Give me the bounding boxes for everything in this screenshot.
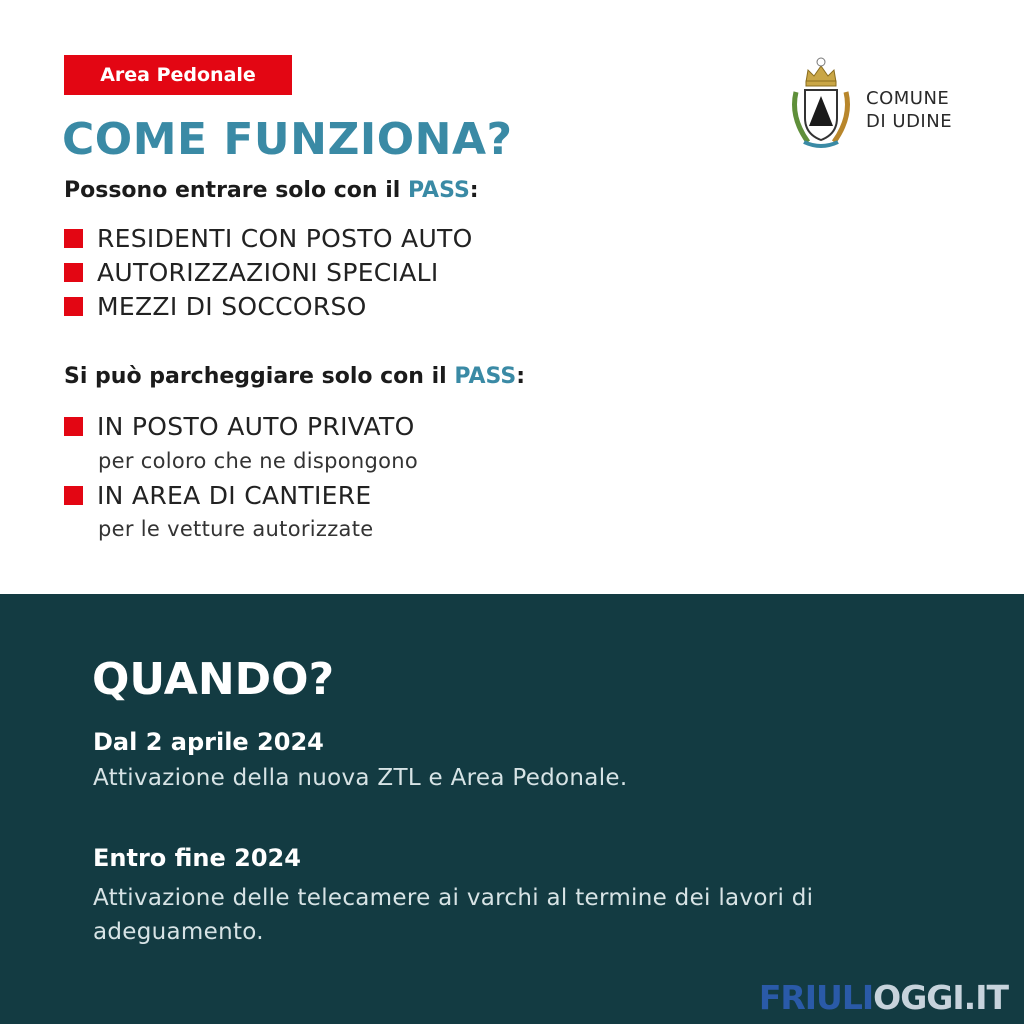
comune-di-udine-label bbox=[866, 87, 952, 133]
list-item bbox=[64, 411, 415, 441]
timeline-description: Attivazione delle telecamere ai varchi al termine dei lavori di adeguamento. bbox=[93, 885, 814, 945]
friulioggi-logo bbox=[759, 978, 1008, 1017]
list-item bbox=[64, 223, 473, 253]
list-item-note: per le vetture autorizzate bbox=[98, 517, 374, 541]
list-item-label: AUTORIZZAZIONI SPECIALI bbox=[97, 257, 439, 287]
list-item-label: MEZZI DI SOCCORSO bbox=[97, 291, 367, 321]
bullet-square-icon bbox=[64, 417, 83, 436]
bullet-square-icon bbox=[64, 486, 83, 505]
page-title: COME FUNZIONA? bbox=[62, 114, 513, 165]
timeline-description: Attivazione della nuova ZTL e Area Pedonale. bbox=[93, 765, 628, 791]
logo-line-2: DI UDINE bbox=[866, 111, 953, 132]
bullet-square-icon bbox=[64, 263, 83, 282]
brand-part-2: OGGI.IT bbox=[873, 978, 1008, 1017]
enter-heading bbox=[64, 178, 479, 203]
timeline-date: Entro fine 2024 bbox=[93, 844, 301, 872]
coat-of-arms-icon bbox=[786, 52, 856, 152]
park-heading-text: Si può parcheggiare solo con il bbox=[64, 364, 455, 389]
enter-heading-colon: : bbox=[469, 178, 479, 203]
bullet-square-icon bbox=[64, 229, 83, 248]
enter-heading-pass: PASS bbox=[407, 178, 470, 203]
logo-line-1: COMUNE bbox=[866, 88, 950, 109]
list-item bbox=[64, 291, 367, 321]
list-item-note: per coloro che ne dispongono bbox=[98, 449, 419, 473]
area-pedonale-tag: Area Pedonale bbox=[64, 55, 292, 95]
park-heading-pass: PASS bbox=[454, 364, 517, 389]
bullet-square-icon bbox=[64, 297, 83, 316]
when-title: QUANDO? bbox=[92, 654, 335, 705]
list-item-label: RESIDENTI CON POSTO AUTO bbox=[97, 223, 473, 253]
list-item-label: IN AREA DI CANTIERE bbox=[97, 480, 372, 510]
timeline-date: Dal 2 aprile 2024 bbox=[93, 728, 324, 756]
park-heading bbox=[64, 364, 525, 389]
list-item bbox=[64, 480, 371, 510]
park-heading-colon: : bbox=[516, 364, 526, 389]
brand-part-1: FRIULI bbox=[758, 978, 874, 1017]
enter-heading-text: Possono entrare solo con il bbox=[64, 178, 408, 203]
list-item bbox=[64, 257, 439, 287]
list-item-label: IN POSTO AUTO PRIVATO bbox=[97, 411, 415, 441]
